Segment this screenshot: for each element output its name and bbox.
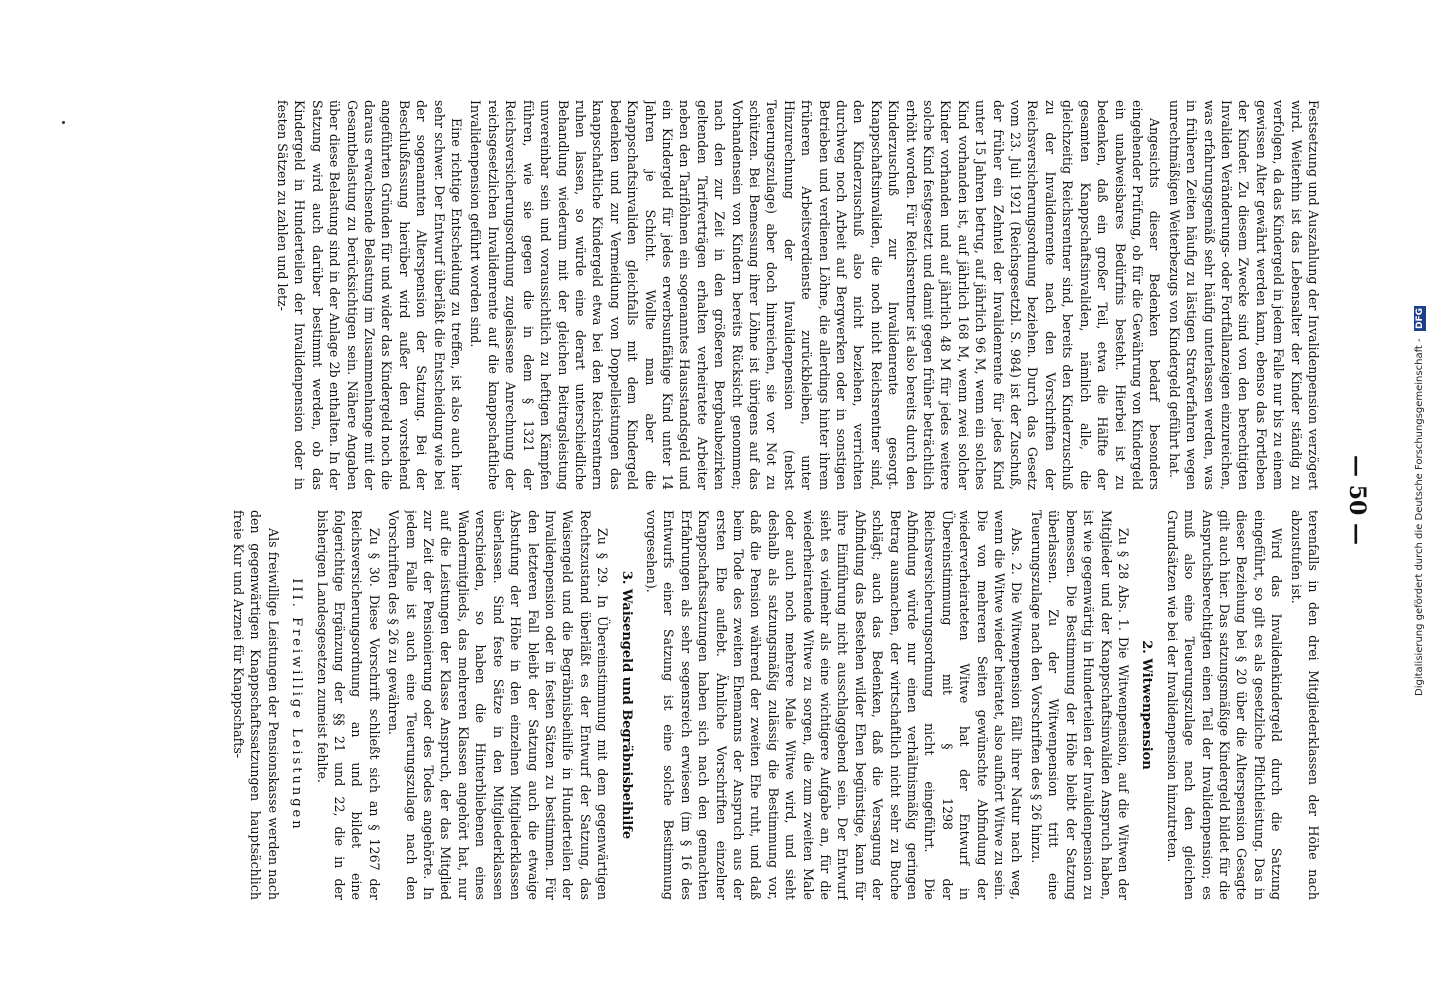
paragraph: terenfalls in den drei Mitgliederklassen der Höhe nach abzustufen ist. [1288, 510, 1321, 900]
paragraph: Wird das Invalidenkindergeld durch die Satzung eingeführt, so gilt es als gesetzliche Pflichtleistung. Das in dieser Beziehung bei § 20 über die Alterspension Gesagte gilt auch hier. Das satzungsmäßige Kindergeld bildet für die Anspruchsberechtigten einen Teil der Invalidenpension; es muß also eine Teuerungszulage nach den gleichen Grundsätzen wie bei der Invalidenpension hinzutreten. [1164, 510, 1285, 900]
paragraph: Als freiwillige Leistungen der Pensionskasse werden nach den gegenwärtigen Knappschaftssatzungen hauptsächlich freie Kur und Arznei für Knappschafts- [231, 510, 281, 900]
paragraph: Eine richtige Entscheidung zu treffen, ist also auch hier sehr schwer. Der Entwurf überläßt die Entscheidung wie bei der sogenannten Alterspension der Satzung. Bei der Beschlußfassung hierüber wird außer den vorstehend angeführten Gründen für und wider das Kindergeld noch die daraus erwachsende Belastung im Zusammenhange mit der Gesamtbelastung zu berücksichtigen sein. Nähere Angaben über diese Belastung sind in der Anlage 2b enthalten. In der Satzung wird auch darüber bestimmt werden, ob das Kindergeld in Hunderteilen der Invalidenpension oder in festen Sätzen zu zahlen und letz- [275, 100, 465, 490]
section-heading: III. Freiwillige Leistungen [289, 578, 305, 832]
paragraph: Zu § 28 Abs. 1. Die Witwenpension, auf die Witwen der Mitglieder und der Knappschaftsinvaliden Anspruch haben, ist wie gegenwärtig in Hunderteilen der Invalidenpension zu bemessen. Die Bestimmung der Höhe bleibt der Satzung überlassen. Zu der Witwenpension tritt eine Teuerungszulage nach den Vorschriften des § 26 hinzu. [1028, 510, 1131, 900]
rotated-page [52, 90, 1382, 910]
scan-speck [62, 121, 65, 124]
paragraph: Zu § 29. In Übereinstimmung mit dem gegenwärtigen Rechtszustand überläßt es der Entwurf der Satzung, das Waisengeld und die Begräbnisbeihilfe in Hunderteilen der Invalidenpension oder in festen Sätzen zu bestimmen. Für den letzteren Fall bleibt der Satzung auch die etwaige Abstufung der Höhe in den einzelnen Mitgliederklassen überlassen. Sind feste Sätze in den Mitgliederklassen verschieden, so haben die Hinterbliebenen eines Wandermitglieds, das mehreren Klassen angehört hat, nur auf die Leistungen der Klasse Anspruch, der das Mitglied zur Zeit der Pensionierung oder des Todes angehörte. In jedem Falle ist auch eine Teuerungszulage nach den Vorschriften des § 26 zu gewähren. [386, 510, 611, 900]
left-column [82, 100, 1322, 490]
paragraph: Zu § 30. Diese Vorschrift schließt sich an § 1267 der Reichsversicherungsordnung an und bildet eine folgerichtige Ergänzung der §§ 21 und 22, die in der bisherigen Landesgesetzen zumeist fehlte. [314, 510, 382, 900]
paragraph: Abs. 2. Die Witwenpension fällt ihrer Natur nach weg, wenn die Witwe wieder heiratet, also aufhört Witwe zu sein. Die von mehreren Seiten gewünschte Abfindung der wiederverheirateten Witwe hat der Entwurf in Übereinstimmung mit § 1298 der Reichsversicherungsordnung nicht eingeführt. Die Abfindung würde nur einen verhältnismäßig geringen Betrag ausmachen, der wirtschaftlich nicht sehr zu Buche schlägt; auch das Bedenken, daß die Versagung der Abfindung das Bestehen wilder Ehen begünstige, kann für ihre Einführung nicht ausschlaggebend sein. Der Entwurf sieht es vielmehr als eine wichtigere Aufgabe an, für die wiederheiratende Witwe zu sorgen, die zum zweiten Male oder auch noch mehrere Male Witwe wird, und sieht deshalb als satzungsmäßig zulässig die Bestimmung vor, daß die Pension während der zweiten Ehe ruht, und daß beim Tode des zweiten Ehemanns der Anspruch aus der ersten Ehe auflebt. Ähnliche Vorschriften einzelner Knappschaftssatzungen haben sich nach den gemachten Erfahrungen als sehr segensreich erwiesen (im § 16 des Entwurfs einer Satzung ist eine solche Bestimmung vorgesehen). [643, 510, 1025, 900]
dfg-logo: DFG [1415, 308, 1425, 330]
paragraph: Angesichts dieser Bedenken bedarf besonders eingehender Prüfung, ob für die Gewährung von Kindergeld ein unabweisbares Bedürfnis besteht. Hierbei ist zu bedenken, daß ein großer Teil, etwa die Hälfte der gesamten Knappschaftsinvaliden, nämlich alle, die gleichzeitig Reichsrentner sind, bereits den Kinderzuschuß zu der Invalidenrente nach den Vorschriften der Reichsversicherungsordnung beziehen. Durch das Gesetz vom 23. Juli 1921 (Reichsgesetzbl. S. 984) ist der Zuschuß, der früher ein Zehntel der Invalidenrente für jedes Kind unter 15 Jahren betrug, auf jährlich 96 M, wenn ein solches Kind vorhanden ist, auf jährlich 168 M, wenn zwei solcher Kinder vorhanden und auf jährlich 48 M für jedes weitere solche Kind festgesetzt und damit gegen früher beträchtlich erhöht worden. Für Reichsrentner ist also bereits durch den Kinderzuschuß zur Invalidenrente gesorgt. Knappschaftsinvaliden, die noch nicht Reichsrentner sind, den Kinderzuschuß also nicht beziehen, verrichten durchweg noch Arbeit auf Bergwerken oder in sonstigen Betrieben und verdienen Löhne, die allerdings hinter ihrem früheren Arbeitsverdienste zurückbleiben, unter Hinzurechnung der Invalidenpension (nebst Teuerungszulage) aber doch hinreichen, sie vor Not zu schützen. Bei Bemessung ihrer Löhne ist übrigens auf das Vorhandensein von Kindern bereits Rücksicht genommen; nach den zur Zeit in den größeren Bergbaubezirken geltenden Tarifverträgen erhalten verheiratete Arbeiter neben den Tariflöhnen ein sogenanntes Hausstandsgeld und ein Kindergeld für jedes erwerbsunfähige Kind unter 14 Jahren je Schicht. Wollte man aber die Knappschaftsinvaliden gleichfalls mit dem Kindergeld bedenken und zur Vermeidung von Doppelleistungen das knappschaftliche Kindergeld etwa bei den Reichsrentnern ruhen lassen, so würde eine derart unterschiedliche Behandlung wiederum mit der gleichen Beitragsleistung unvereinbar sein und voraussichtlich zu heftigen Kämpfen führen, wie sie gegen die in dem § 1321 der Reichsversicherungsordnung zugelassene Anrechnung der reichsgesetzlichen Invalidenrente auf die knappschaftliche Invalidenpension geführt worden sind. [468, 100, 1163, 490]
page-number: — 50 — [1344, 455, 1370, 545]
section-heading: 3. Waisengeld und Begräbnisbeihilfe [618, 570, 634, 840]
section-heading: 2. Witwenpension [1139, 640, 1155, 770]
credit-text: Digitalisierung gefördert durch die Deutsche Forschungsgemeinschaft - [1414, 338, 1425, 696]
right-column [82, 510, 1322, 900]
paragraph: Festsetzung und Auszahlung der Invalidenpension verzögert wird. Weiterhin ist das Lebensalter der Kinder ständig zu verfolgen, da das Kindergeld in jedem Falle nur bis zu einem gewissen Alter gewährt werden kann, ebenso das Fortleben der Kinder. Zu diesem Zwecke sind von den berechtigten Invaliden Veränderungs- oder Fortfallanzeigen einzureichen, was erfahrungsgemäß sehr häufig unterlassen werden, was in früheren Zeiten häufig zu lästigen Strafverfahren wegen unrechtmäßigen Weiterbezugs von Kindergeld geführt hat. [1166, 100, 1321, 490]
digitization-credit [1414, 6, 1432, 696]
